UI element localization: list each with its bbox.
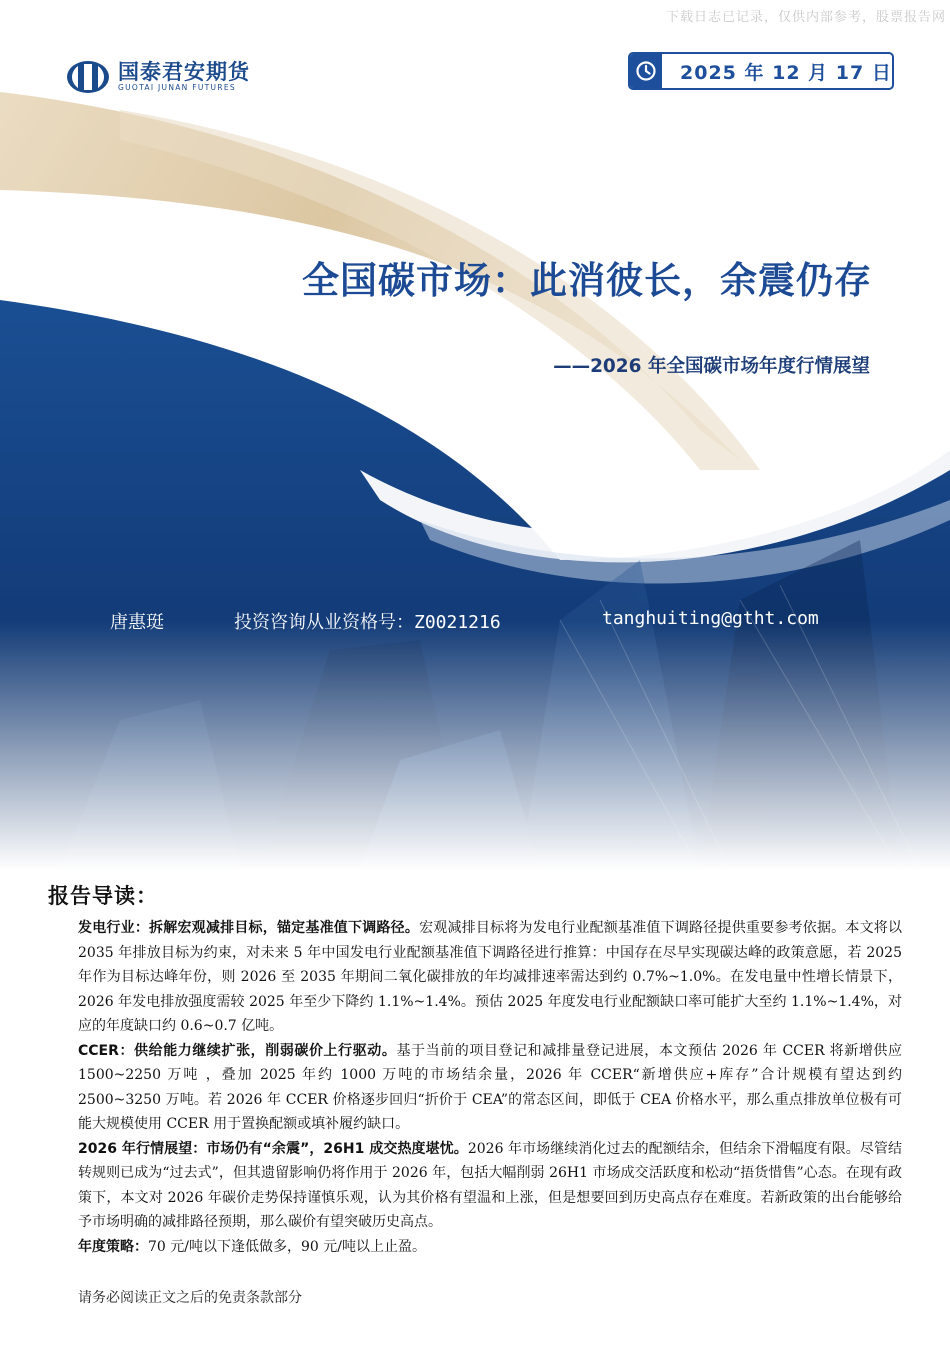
paragraph-lead: CCER：供给能力继续扩张，削弱碳价上行驱动。 [78,1042,397,1059]
author-name: 唐惠珽 [110,612,164,633]
report-summary [78,916,902,1259]
report-date-box [628,52,894,90]
author-qualification: 投资咨询从业资格号：Z0021216 [234,612,501,633]
page-subtitle: ——2026 年全国碳市场年度行情展望 [553,356,870,377]
paragraph-text: 宏观减排目标将为发电行业配额基准值下调路径提供重要参考依据。本文将以 2035 年排放目标为约束，对未来 5 年中国发电行业配额基准值下调路径进行推算：中国存在尽早实现碳达峰的政策意愿，若 2025 年作为目标达峰年份，则 2026 至 2035 年期间二氧化碳排放的年均减排速率需达到约 0.7%~1.0%。在发电量中性增长情景下，2026 年发电排放强度需较 2025 年至少下降约 1.1%~1.4%。预估 2025 年度发电行业配额缺口率可能扩大至约 1.1%~1.4%，对应的年度缺口约 0.6~0.7 亿吨。 [78,920,903,1034]
paragraph-power-sector [78,916,902,1039]
report-date: 2025 年 12 月 17 日 [680,61,892,84]
paragraph-outlook [78,1137,902,1235]
paragraph-lead: 发电行业：拆解宏观减排目标，锚定基准值下调路径。 [78,920,420,936]
paragraph-text: 2026 年市场继续消化过去的配额结余，但结余下滑幅度有限。尽管结转规则已成为“过去式”，但其遗留影响仍将作用于 2026 年，包括大幅削弱 26H1 市场成交活跃度和松动“捂货惜售”心态。在现有政策下，本文对 2026 年碳价走势保持谨慎乐观，认为其价格有望温和上涨，但是想要回到历史高点存在难度。若新政策的出台能够给予市场明确的减排路径预期，那么碳价有望突破历史高点。 [78,1140,902,1230]
paragraph-text: 70 元/吨以下逢低做多，90 元/吨以上止盈。 [148,1238,426,1255]
paragraph-ccer [78,1039,902,1137]
brand-name-cn: 国泰君安期货 [118,60,250,84]
brand-name-en: GUOTAI JUNAN FUTURES [118,83,236,92]
page-title: 全国碳市场：此消彼长，余震仍存 [302,259,872,302]
author-email[interactable]: tanghuiting@gtht.com [602,608,819,629]
paragraph-lead: 年度策略： [78,1238,148,1255]
watermark-text: 下载日志已记录，仅供内部参考，股票报告网 [665,10,946,25]
clock-icon [630,54,662,88]
section-title: 报告导读： [48,884,158,908]
brand-logo-icon [66,60,110,94]
paragraph-strategy [78,1235,902,1260]
brand-logo [66,60,250,94]
paragraph-lead: 2026 年行情展望：市场仍有“余震”，26H1 成交热度堪忧。 [78,1140,468,1157]
paragraph-text: 基于当前的项目登记和减排量登记进展，本文预估 2026 年 CCER 将新增供应 1500~2250 万吨 ，叠加 2025 年约 1000 万吨的市场结余量，2026 年 CCER“新增供应+库存”合计规模有望达到约 2500~3250 万吨。若 2026 年 CCER 价格逐步回归“折价于 CEA”的常态区间，即低于 CEA 价格水平，那么重点排放单位极有可能大规模使用 CCER 用于置换配额或填补履约缺口。 [78,1042,902,1132]
disclaimer-note: 请务必阅读正文之后的免责条款部分 [78,1290,302,1306]
